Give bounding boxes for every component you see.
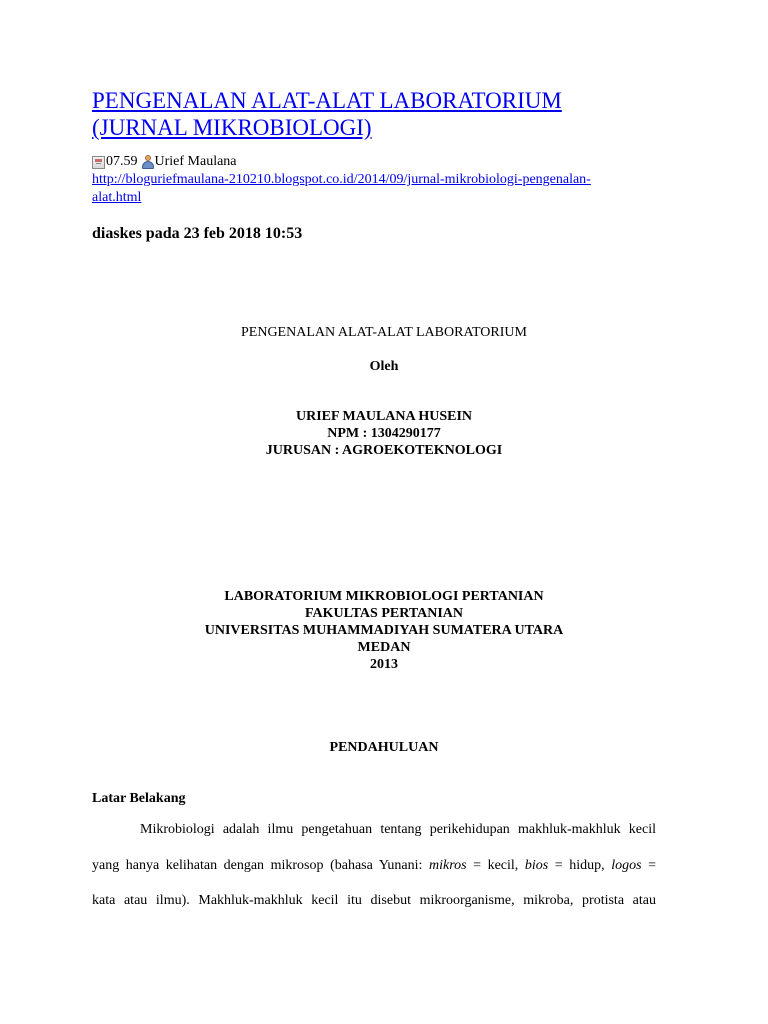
line2-text-b: = kecil, (466, 858, 525, 873)
post-author: Urief Maulana (154, 154, 237, 169)
paragraph-line-2 (92, 849, 656, 883)
post-title-line1[interactable]: PENGENALAN ALAT-ALAT LABORATORIUM (92, 88, 562, 113)
cover-university: UNIVERSITAS MUHAMMADIYAH SUMATERA UTARA (204, 623, 564, 638)
line2-text-d: = (641, 858, 656, 873)
cover-name: URIEF MAULANA HUSEIN (295, 409, 473, 424)
cover-title: PENGENALAN ALAT-ALAT LABORATORIUM (241, 325, 527, 340)
term-mikros: mikros (428, 858, 467, 873)
line2-text-c: = hidup, (548, 858, 612, 873)
term-logos: logos (611, 858, 642, 873)
term-bios: bios (524, 858, 549, 873)
calendar-icon (92, 156, 105, 169)
cover-lab: LABORATORIUM MIKROBIOLOGI PERTANIAN (224, 589, 544, 604)
post-time: 07.59 (106, 154, 138, 169)
paragraph-line-1: Mikrobiologi adalah ilmu pengetahuan tentang perikehidupan makhluk-makhluk kecil (140, 822, 656, 837)
cover-major: JURUSAN : AGROEKOTEKNOLOGI (265, 443, 503, 458)
source-url-link[interactable] (92, 171, 672, 207)
source-url-line2[interactable]: alat.html (92, 190, 142, 205)
source-url-line1[interactable]: http://bloguriefmaulana-210210.blogspot.co.id/2014/09/jurnal-mikrobiologi-pengenalan- (92, 172, 591, 187)
section-heading: Latar Belakang (92, 791, 186, 806)
cover-city: MEDAN (357, 640, 411, 655)
post-title-link[interactable] (92, 87, 692, 141)
cover-by: Oleh (369, 359, 399, 374)
accessed-date: diaskes pada 23 feb 2018 10:53 (92, 225, 303, 242)
line2-text-a: yang hanya kelihatan dengan mikrosop (bahasa Yunani: (92, 858, 429, 873)
chapter-heading: PENDAHULUAN (329, 740, 439, 755)
cover-year: 2013 (370, 657, 398, 672)
post-meta (92, 153, 237, 171)
cover-npm: NPM : 1304290177 (327, 426, 441, 441)
cover-faculty: FAKULTAS PERTANIAN (304, 606, 464, 621)
paragraph-line-3: kata atau ilmu). Makhluk-makhluk kecil itu disebut mikroorganisme, mikroba, protista atau (92, 893, 656, 908)
post-title-line2[interactable]: (JURNAL MIKROBIOLOGI) (92, 115, 372, 140)
user-icon (141, 155, 155, 169)
